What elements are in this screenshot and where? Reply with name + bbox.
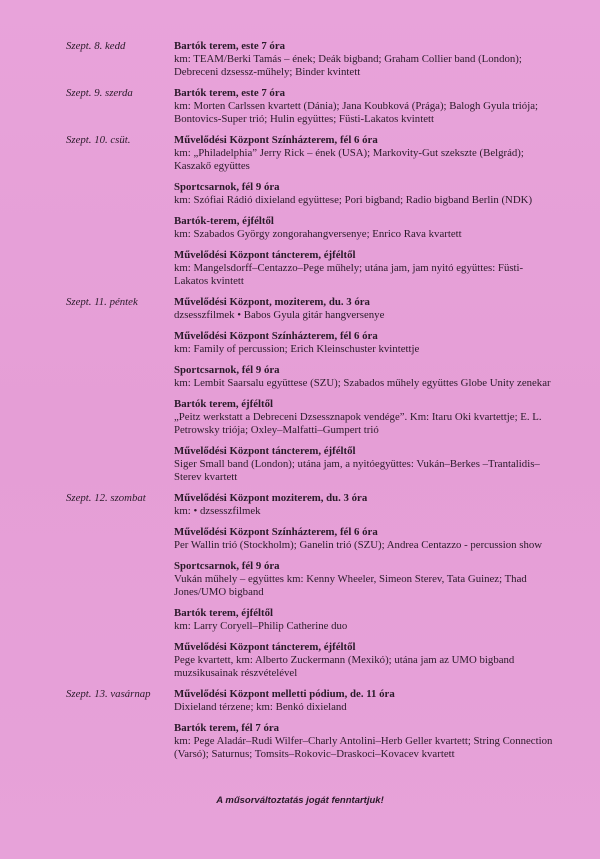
event-performers: km: Szófiai Rádió dixieland együttese; Pori bigband; Radio bigband Berlin (NDK) xyxy=(174,194,533,206)
day-events xyxy=(174,87,556,134)
event-performers: Pege kvartett, km: Alberto Zuckermann (Mexikó); utána jam az UMO bigband muzsikusainak részvételével xyxy=(174,654,515,679)
event-venue: Bartók terem, éjféltől xyxy=(174,398,274,410)
event-entry xyxy=(174,688,556,714)
event-performers: km: Family of percussion; Erich Kleinschuster kvintettje xyxy=(174,343,420,355)
event-entry xyxy=(174,249,556,288)
event-performers: km: Mangelsdorff–Centazzo–Pege műhely; utána jam, jam nyitó együttes: Füsti-Lakatos kvintett xyxy=(174,262,524,287)
event-venue: Bartók-terem, éjféltől xyxy=(174,215,274,227)
event-venue: Művelődési Központ táncterem, éjféltől xyxy=(174,445,356,457)
footer-note: A műsorváltoztatás jogát fenntartjuk! xyxy=(216,795,384,806)
event-performers: km: Szabados György zongorahangversenye; Enrico Rava kvartett xyxy=(174,228,462,240)
event-venue: Művelődési Központ melletti pódium, de. 11 óra xyxy=(174,688,395,700)
event-entry xyxy=(174,40,556,79)
event-performers: dzsesszfilmek • Babos Gyula gitár hangversenye xyxy=(174,309,385,321)
event-venue: Sportcsarnok, fél 9 óra xyxy=(174,560,280,572)
event-performers: km: „Philadelphia” Jerry Rick – ének (USA); Markovity-Gut szekszte (Belgrád); Kaszakő együttes xyxy=(174,147,524,172)
event-performers: Vukán műhely – együttes km: Kenny Wheeler, Simeon Sterev, Tata Guinez; Thad Jones/UMO bigband xyxy=(174,573,527,598)
event-entry xyxy=(174,560,556,599)
event-entry xyxy=(174,398,556,437)
event-venue: Bartók terem, este 7 óra xyxy=(174,40,286,52)
day-events xyxy=(174,134,556,296)
event-entry xyxy=(174,445,556,484)
day-label: Szept. 11. péntek xyxy=(66,296,138,308)
event-entry xyxy=(174,296,556,322)
event-venue: Művelődési Központ Színházterem, fél 6 óra xyxy=(174,526,378,538)
day-events xyxy=(174,296,556,492)
event-entry xyxy=(174,215,556,241)
event-entry xyxy=(174,607,556,633)
event-venue: Bartók terem, éjféltől xyxy=(174,607,274,619)
day-events xyxy=(174,688,556,769)
day-label: Szept. 12. szombat xyxy=(66,492,146,504)
day-block xyxy=(66,492,556,688)
event-venue: Művelődési Központ, moziterem, du. 3 óra xyxy=(174,296,370,308)
day-block xyxy=(66,134,556,296)
event-entry xyxy=(174,492,556,518)
event-entry xyxy=(174,134,556,173)
event-performers: Per Wallin trió (Stockholm); Ganelin trió (SZU); Andrea Centazzo - percussion show xyxy=(174,539,543,551)
day-label: Szept. 10. csüt. xyxy=(66,134,131,146)
day-label: Szept. 8. kedd xyxy=(66,40,126,52)
day-label: Szept. 13. vasárnap xyxy=(66,688,151,700)
event-entry xyxy=(174,364,556,390)
event-entry xyxy=(174,181,556,207)
day-events xyxy=(174,492,556,688)
event-performers: km: Pege Aladár–Rudi Wilfer–Charly Antolini–Herb Geller kvartett; String Connection (Varsó); Saturnus; Tomsits–Rokovic–Draskoci–Kovacev kvartett xyxy=(174,735,553,760)
event-venue: Művelődési Központ Színházterem, fél 6 óra xyxy=(174,330,378,342)
event-entry xyxy=(174,722,556,761)
day-label: Szept. 9. szerda xyxy=(66,87,133,99)
event-venue: Művelődési Központ Színházterem, fél 6 óra xyxy=(174,134,378,146)
event-entry xyxy=(174,87,556,126)
event-venue: Művelődési Központ táncterem, éjféltől xyxy=(174,249,356,261)
day-block xyxy=(66,296,556,492)
festival-program xyxy=(66,40,556,769)
day-block xyxy=(66,688,556,769)
event-performers: km: • dzsesszfilmek xyxy=(174,505,261,517)
event-entry xyxy=(174,641,556,680)
event-venue: Bartók terem, fél 7 óra xyxy=(174,722,280,734)
event-entry xyxy=(174,526,556,552)
event-performers: Dixieland térzene; km: Benkó dixieland xyxy=(174,701,347,713)
event-venue: Bartók terem, este 7 óra xyxy=(174,87,286,99)
day-block xyxy=(66,40,556,87)
event-performers: km: Morten Carlssen kvartett (Dánia); Jana Koubková (Prága); Balogh Gyula triója; Bontovics-Super trió; Hulin együttes; Füsti-Lakatos kvintett xyxy=(174,100,538,125)
day-block xyxy=(66,87,556,134)
event-performers: km: TEAM/Berki Tamás – ének; Deák bigband; Graham Collier band (London); Debreceni dzsessz-műhely; Binder kvintett xyxy=(174,53,522,78)
event-performers: „Peitz werkstatt a Debreceni Dzsessznapok vendége”. Km: Itaru Oki kvartettje; E. L. Petrowsky triója; Oxley–Malfatti–Gumpert trió xyxy=(174,411,542,436)
event-venue: Sportcsarnok, fél 9 óra xyxy=(174,181,280,193)
event-venue: Sportcsarnok, fél 9 óra xyxy=(174,364,280,376)
event-venue: Művelődési Központ moziterem, du. 3 óra xyxy=(174,492,368,504)
event-performers: km: Larry Coryell–Philip Catherine duo xyxy=(174,620,348,632)
event-entry xyxy=(174,330,556,356)
day-events xyxy=(174,40,556,87)
event-performers: Siger Small band (London); utána jam, a nyitóegyüttes: Vukán–Berkes –Trantalidis–Sterev kvartett xyxy=(174,458,540,483)
event-performers: km: Lembit Saarsalu együttese (SZU); Szabados műhely együttes Globe Unity zenekar xyxy=(174,377,551,389)
event-venue: Művelődési Központ táncterem, éjféltől xyxy=(174,641,356,653)
